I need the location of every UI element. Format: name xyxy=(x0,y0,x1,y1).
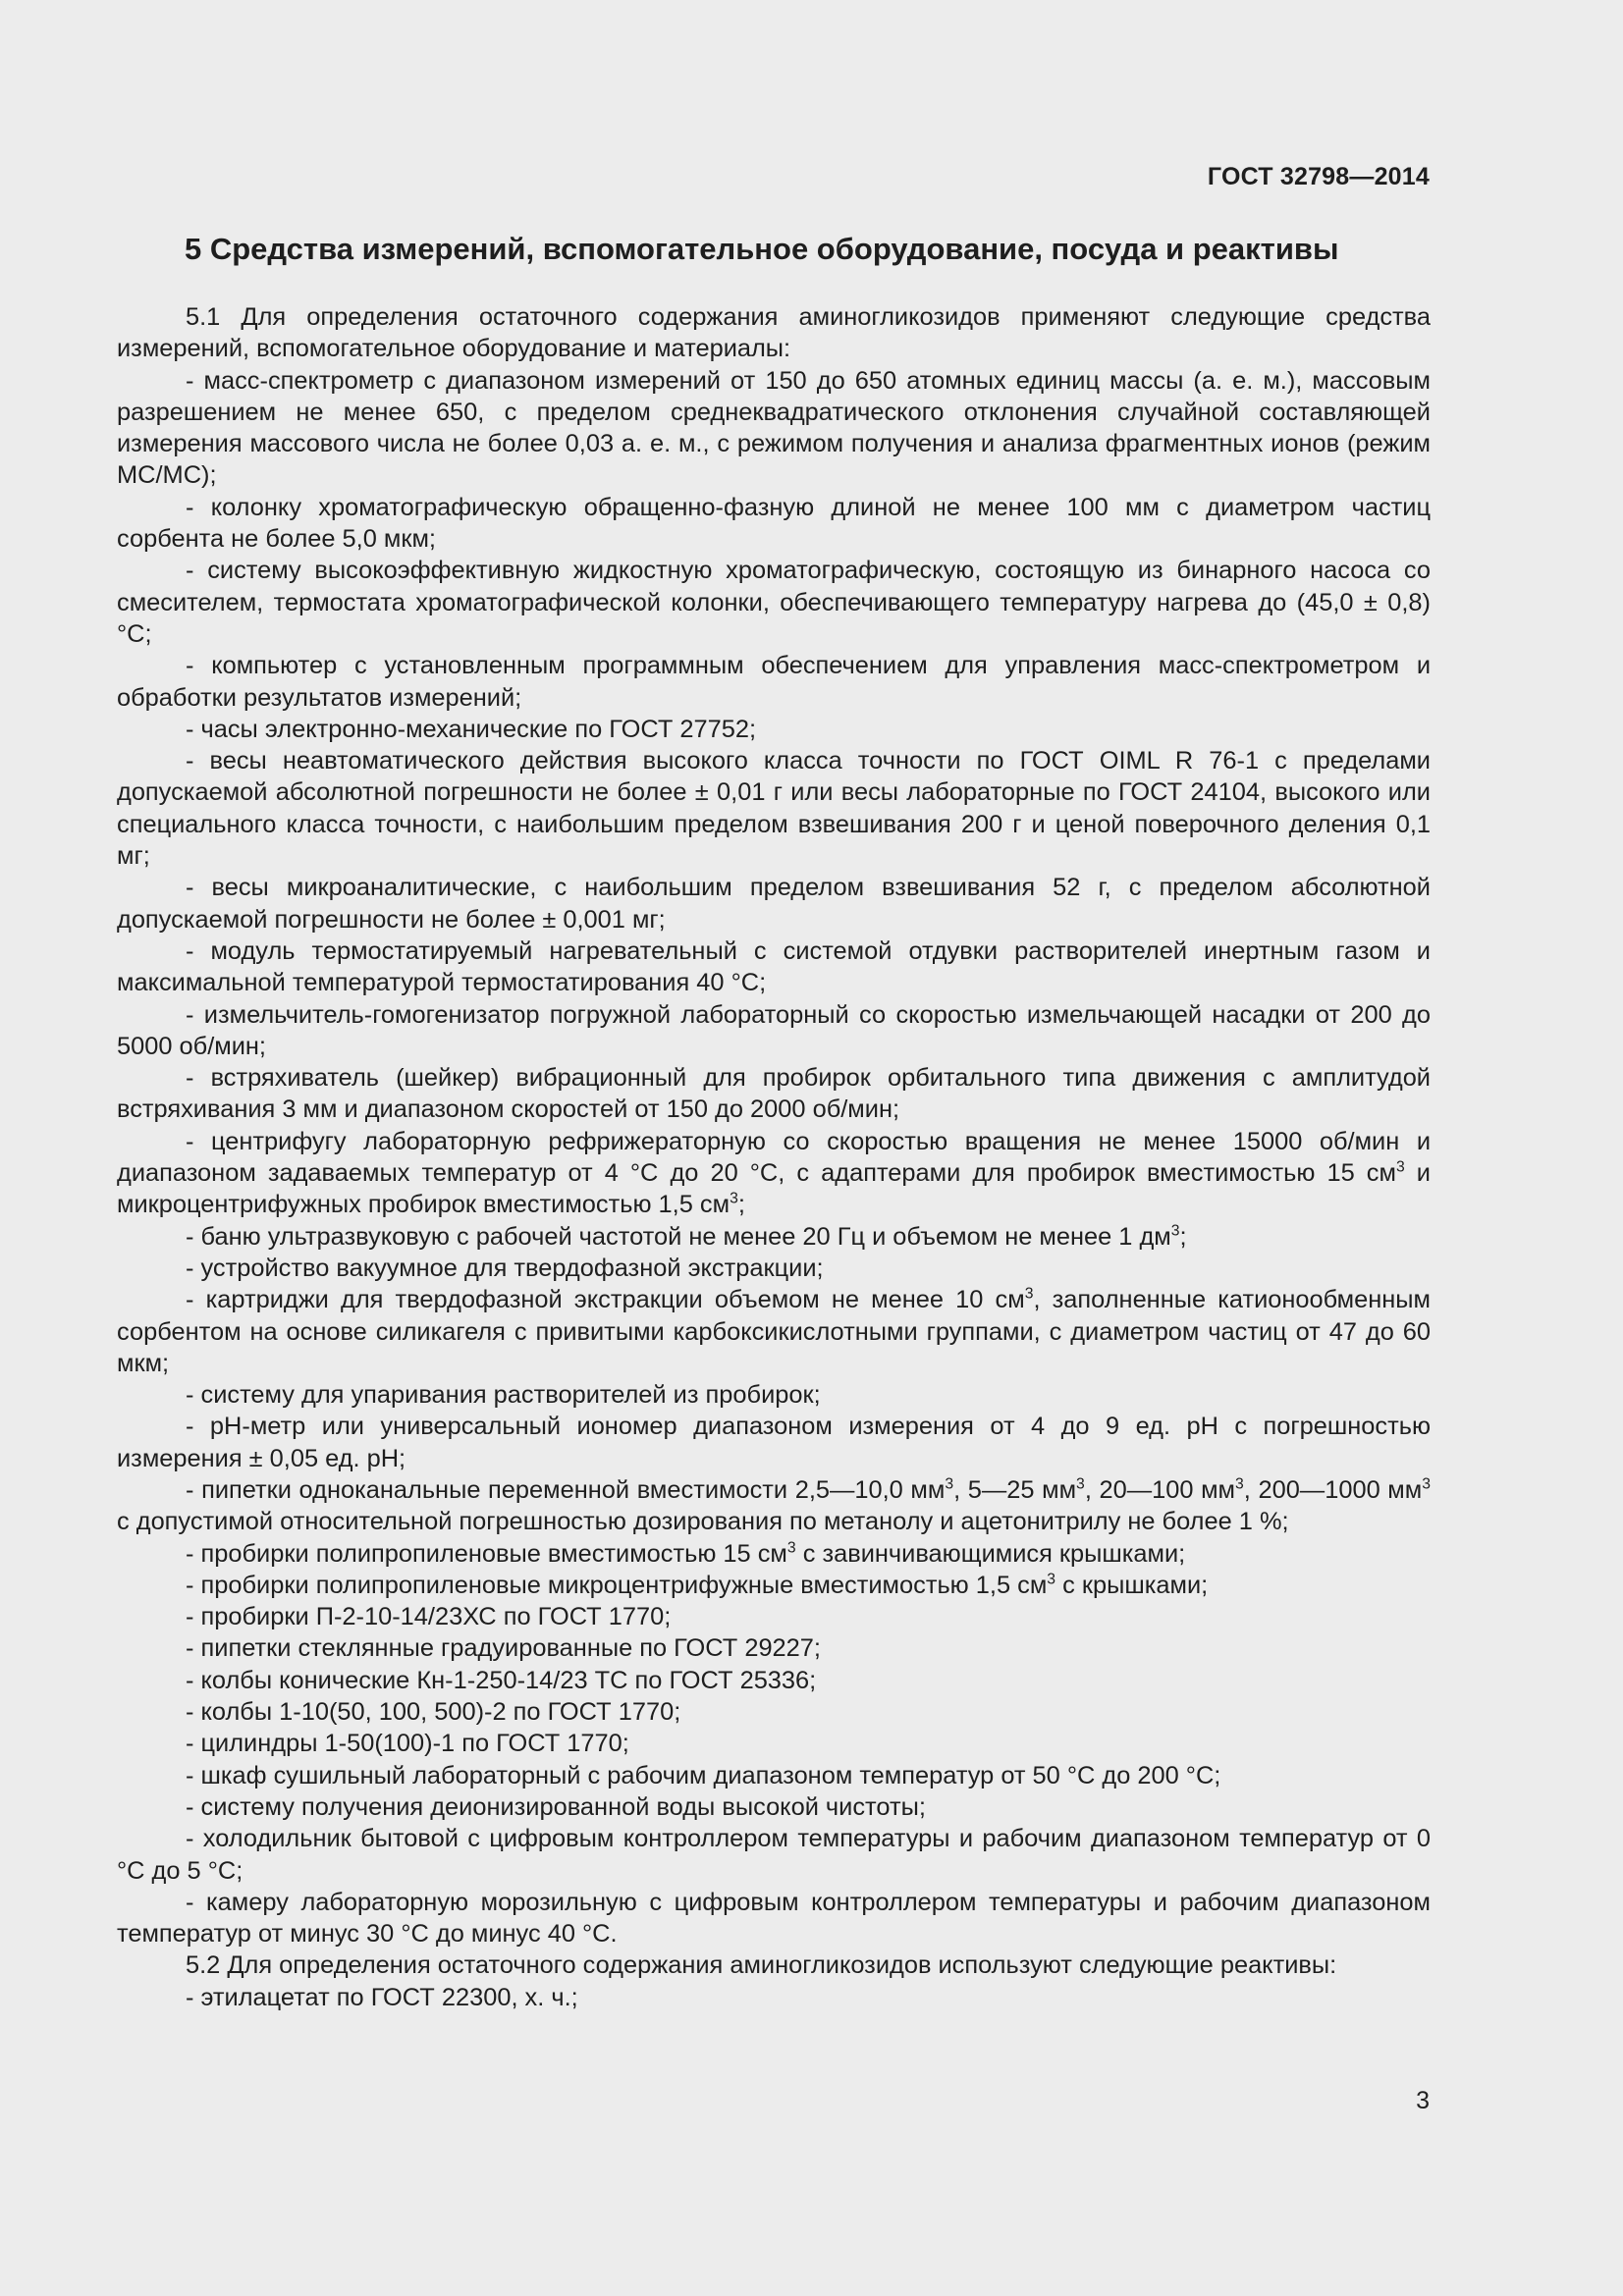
list-item-pp-tubes xyxy=(117,1538,1431,1570)
pp-tubes-text-1: - пробирки полипропиленовые вместимостью 15 см xyxy=(186,1539,787,1568)
pipettes-text-4: , 200—1000 мм xyxy=(1243,1475,1423,1504)
superscript: 3 xyxy=(1235,1475,1244,1493)
list-item-hplc-system: - систему высокоэффективную жидкостную хроматографическую, состоящую из бинарного насоса со смесителем, термостата хроматографической колонки, обеспечивающего температуру нагрева до (45,0 ± 0,8) °С; xyxy=(117,557,1431,648)
paragraph-5-1: 5.1 Для определения остаточного содержания аминогликозидов применяют следующие средства измерений, вспомогательное оборудование и материалы: xyxy=(117,303,1431,363)
superscript: 3 xyxy=(1047,1571,1056,1588)
ultrasonic-text: - баню ультразвуковую с рабочей частотой не менее 20 Гц и объемом не менее 1 дм xyxy=(186,1222,1171,1251)
pp-tubes-text-2: с завинчивающимися крышками; xyxy=(795,1539,1186,1568)
list-item-cylinders: - цилиндры 1-50(100)-1 по ГОСТ 1770; xyxy=(186,1730,629,1758)
superscript: 3 xyxy=(1422,1475,1431,1493)
list-item-fridge: - холодильник бытовой с цифровым контроллером температуры и рабочим диапазоном температур от 0 °С до 5 °С; xyxy=(117,1825,1431,1885)
document-body xyxy=(117,301,1431,2013)
centrifuge-text-1: - центрифугу лабораторную рефрижераторную со скоростью вращения не менее 15000 об/мин и диапазоном задаваемых температур от 4 °С до 20 °С, с адаптерами для пробирок вместимостью 15 см xyxy=(117,1127,1431,1188)
pipettes-text-3: , 20—100 мм xyxy=(1084,1475,1236,1504)
list-item-cartridges xyxy=(117,1284,1431,1379)
semicolon: ; xyxy=(1179,1222,1187,1251)
pipettes-text-1: - пипетки одноканальные переменной вместимости 2,5—10,0 мм xyxy=(186,1475,946,1504)
cartridges-text-2: , заполненные катионообменным сорбентом на основе силикагеля с привитыми карбоксикислотными группами, с диаметром частиц от 47 до 60 мкм; xyxy=(117,1286,1431,1377)
list-item-p2-tubes: - пробирки П-2-10-14/23ХС по ГОСТ 1770; xyxy=(186,1603,672,1631)
list-item-ph-meter: - рН-метр или универсальный иономер диапазоном измерения от 4 до 9 ед. рН с погрешностью измерения ± 0,05 ед. рН; xyxy=(117,1413,1431,1472)
superscript: 3 xyxy=(945,1475,954,1493)
list-item-glass-pipettes: - пипетки стеклянные градуированные по ГОСТ 29227; xyxy=(186,1634,821,1663)
list-item-mass-spectrometer: - масс-спектрометр с диапазоном измерений от 150 до 650 атомных единиц массы (а. е. м.), массовым разрешением не менее 650, с пределом среднеквадратического отклонения случайной составляющей измерения массового числа не более 0,03 а. е. м., с режимом получения и анализа фрагментных ионов (режим МС/МС); xyxy=(117,366,1431,490)
list-item-conical-flasks: - колбы конические Кн-1-250-14/23 ТС по ГОСТ 25336; xyxy=(186,1666,817,1694)
list-item-shaker: - встряхиватель (шейкер) вибрационный для пробирок орбитального типа движения с амплитудой встряхивания 3 мм и диапазоном скоростей от 150 до 2000 об/мин; xyxy=(117,1064,1431,1124)
superscript: 3 xyxy=(1170,1221,1180,1239)
page-number: 3 xyxy=(1416,2087,1430,2114)
semicolon: ; xyxy=(737,1191,745,1219)
list-item-thermo-module: - модуль термостатируемый нагревательный с системой отдувки растворителей инертным газом и максимальной температурой термостатирования 40 °С; xyxy=(117,936,1431,997)
superscript: 3 xyxy=(1024,1285,1034,1303)
list-item-centrifuge xyxy=(117,1126,1431,1221)
cartridges-text-1: - картриджи для твердофазной экстракции объемом не менее 10 см xyxy=(186,1286,1025,1314)
list-item-evaporation-system: - систему для упаривания растворителей из пробирок; xyxy=(186,1381,821,1410)
list-item-drying-cabinet: - шкаф сушильный лабораторный с рабочим диапазоном температур от 50 °С до 200 °С; xyxy=(186,1761,1221,1789)
list-item-computer: - компьютер с установленным программным обеспечением для управления масс-спектрометром и обработки результатов измерений; xyxy=(117,652,1431,712)
microtubes-text-1: - пробирки полипропиленовые микроцентрифужные вместимостью 1,5 см xyxy=(186,1571,1048,1599)
superscript: 3 xyxy=(1076,1475,1085,1493)
list-item-microscales: - весы микроаналитические, с наибольшим пределом взвешивания 52 г, с пределом абсолютной допускаемой погрешности не более ± 0,001 мг; xyxy=(117,874,1431,934)
list-item-ultrasonic-bath xyxy=(117,1221,1431,1253)
list-item-vacuum-device: - устройство вакуумное для твердофазной экстракции; xyxy=(186,1254,824,1282)
superscript: 3 xyxy=(1395,1158,1405,1176)
superscript: 3 xyxy=(786,1538,796,1556)
list-item-pipettes xyxy=(117,1474,1431,1538)
superscript: 3 xyxy=(730,1190,738,1207)
list-item-microtubes xyxy=(117,1570,1431,1601)
list-item-homogenizer: - измельчитель-гомогенизатор погружной лабораторный со скоростью измельчающей насадки от 200 до 5000 об/мин; xyxy=(117,1000,1431,1060)
list-item-scales: - весы неавтоматического действия высокого класса точности по ГОСТ OIML R 76-1 с пределами допускаемой абсолютной погрешности не более ± 0,01 г или весы лабораторные по ГОСТ 24104, высокого или специального класса точности, с наибольшим пределом взвешивания 200 г и ценой поверочного деления 0,1 мг; xyxy=(117,747,1431,871)
list-item-column: - колонку хроматографическую обращенно-фазную длиной не менее 100 мм с диаметром частиц сорбента не более 5,0 мкм; xyxy=(117,493,1431,554)
standard-code: ГОСТ 32798—2014 xyxy=(1207,163,1430,190)
list-item-ethyl-acetate: - этилацетат по ГОСТ 22300, х. ч.; xyxy=(186,1983,578,2011)
microtubes-text-2: с крышками; xyxy=(1055,1571,1209,1599)
section-title: 5 Средства измерений, вспомогательное оборудование, посуда и реактивы xyxy=(185,232,1339,266)
list-item-freezer: - камеру лабораторную морозильную с цифровым контроллером температуры и рабочим диапазоном температур от минус 30 °С до минус 40 °С. xyxy=(117,1888,1431,1949)
centrifuge-text-2: и микроцентрифужных пробирок вместимостью 1,5 см xyxy=(117,1159,1431,1219)
list-item-flasks: - колбы 1-10(50, 100, 500)-2 по ГОСТ 1770; xyxy=(186,1698,681,1727)
list-item-deionized-water: - систему получения деионизированной воды высокой чистоты; xyxy=(186,1792,926,1821)
paragraph-5-2: 5.2 Для определения остаточного содержания аминогликозидов используют следующие реактивы: xyxy=(186,1951,1337,1980)
pipettes-text-2: , 5—25 мм xyxy=(953,1475,1077,1504)
list-item-clock: - часы электронно-механические по ГОСТ 27752; xyxy=(186,715,757,743)
pipettes-text-5: с допустимой относительной погрешностью дозирования по метанолу и ацетонитрилу не более 1 %; xyxy=(117,1508,1289,1536)
